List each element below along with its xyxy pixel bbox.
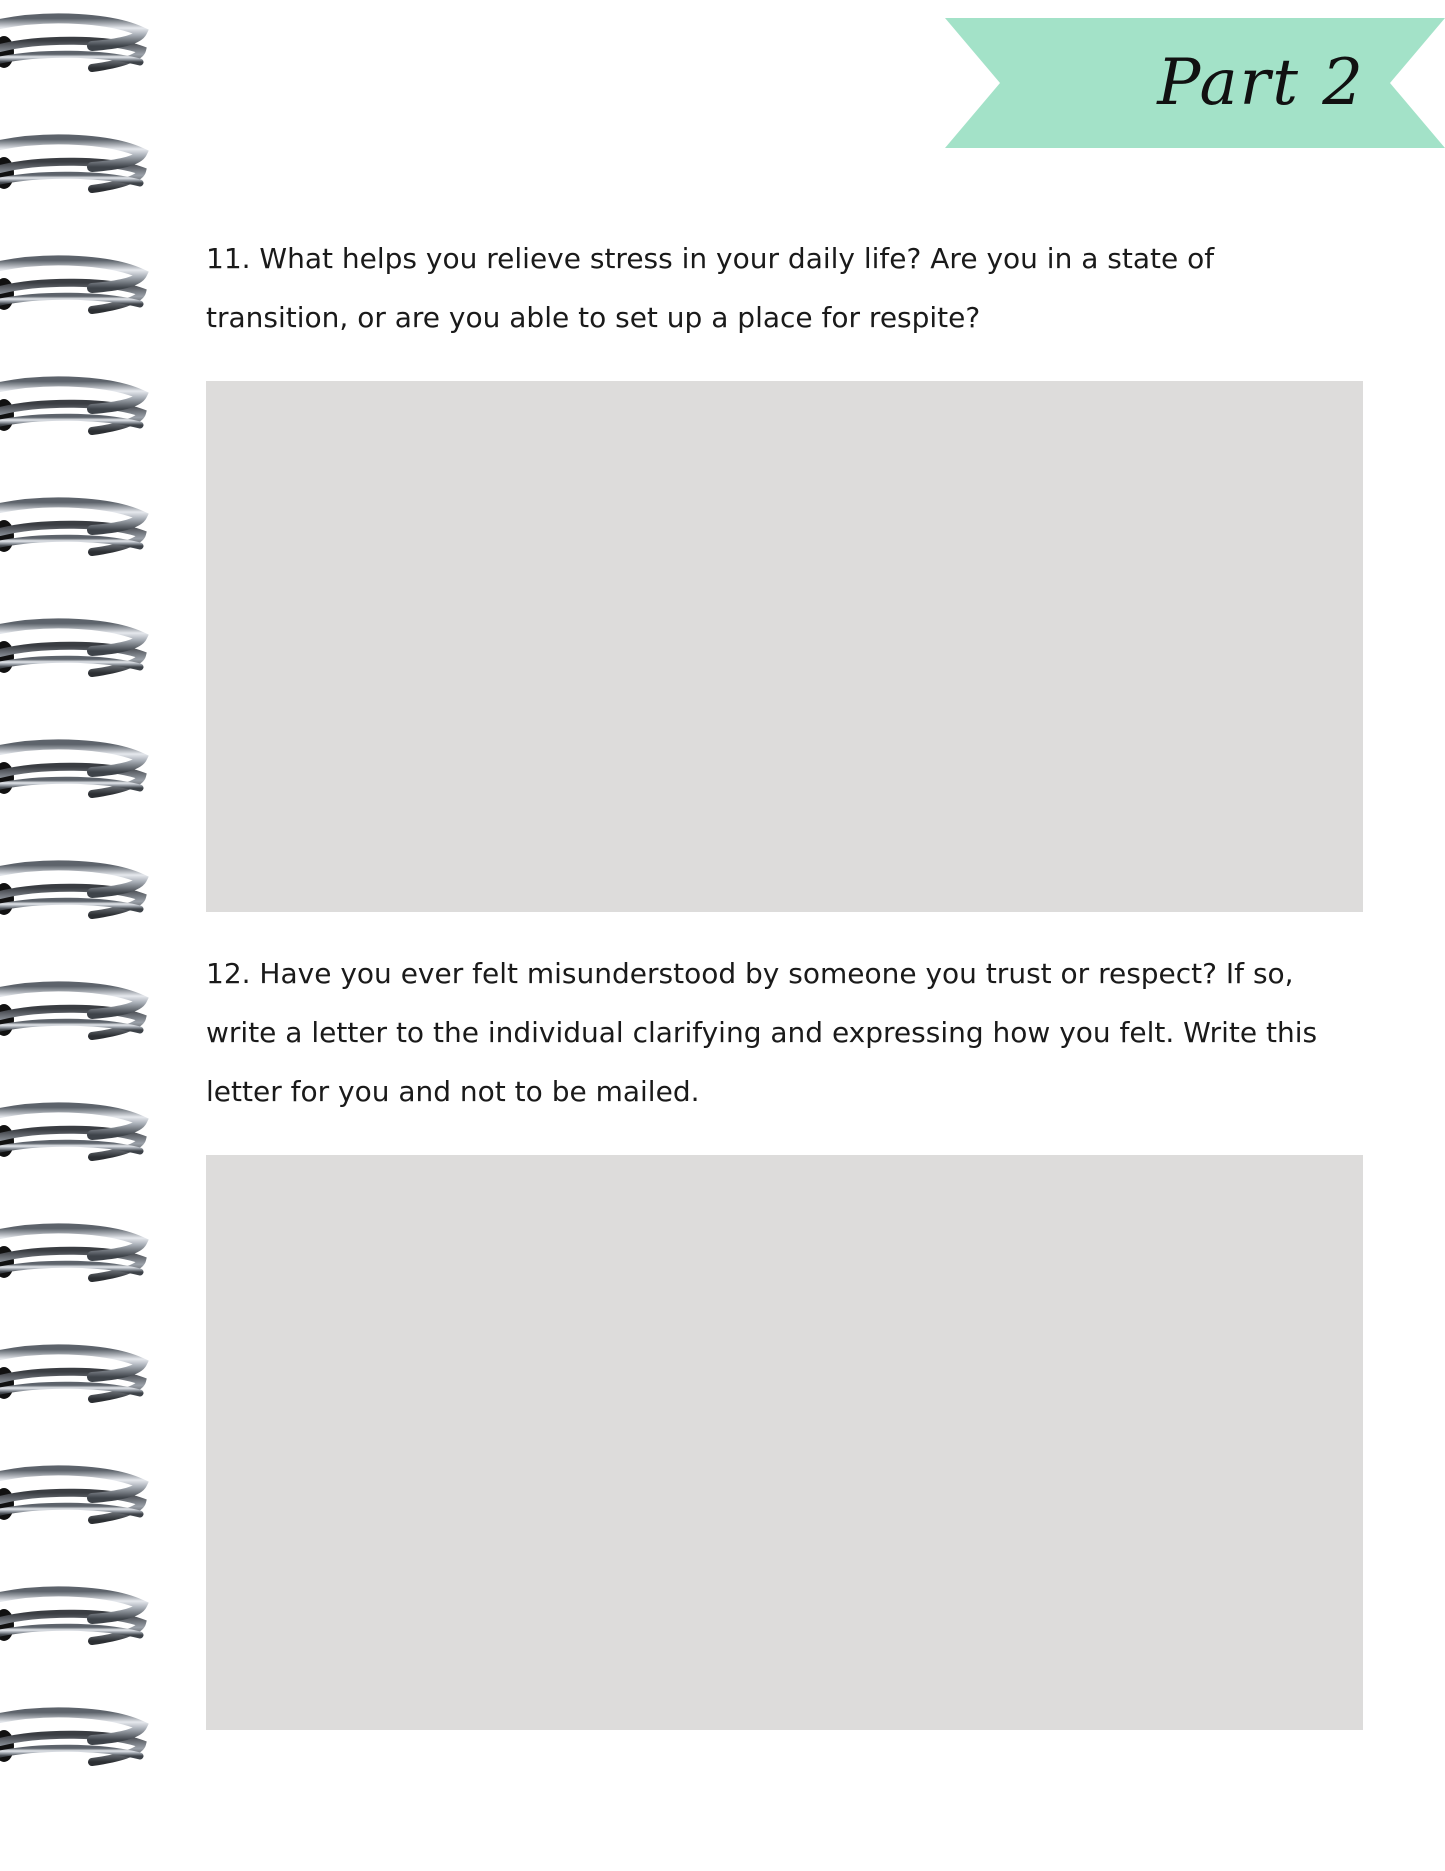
spiral-ring <box>0 978 150 1050</box>
answer-box-11[interactable] <box>206 381 1363 912</box>
spiral-ring <box>0 615 150 687</box>
question-12-text: 12. Have you ever felt misunderstood by someone you trust or respect? If so, write a letter to the individual clarifying and expressing how you felt. Write this letter for you and not to be mailed. <box>206 957 1318 1108</box>
spiral-ring <box>0 1462 150 1534</box>
spiral-ring <box>0 1099 150 1171</box>
answer-box-12[interactable] <box>206 1155 1363 1730</box>
spiral-ring <box>0 736 150 808</box>
spiral-ring <box>0 1583 150 1655</box>
banner-title: Part 2 <box>1157 46 1365 120</box>
spiral-ring <box>0 10 150 82</box>
spiral-ring <box>0 494 150 566</box>
spiral-ring <box>0 252 150 324</box>
spiral-ring <box>0 1341 150 1413</box>
spiral-ring <box>0 373 150 445</box>
spiral-ring <box>0 1220 150 1292</box>
spiral-ring <box>0 1704 150 1776</box>
spiral-binding <box>0 0 160 1871</box>
section-banner <box>945 18 1445 148</box>
spiral-ring <box>0 857 150 929</box>
question-11-text: 11. What helps you relieve stress in your daily life? Are you in a state of transition, or are you able to set up a place for respite? <box>206 242 1215 334</box>
spiral-ring <box>0 131 150 203</box>
